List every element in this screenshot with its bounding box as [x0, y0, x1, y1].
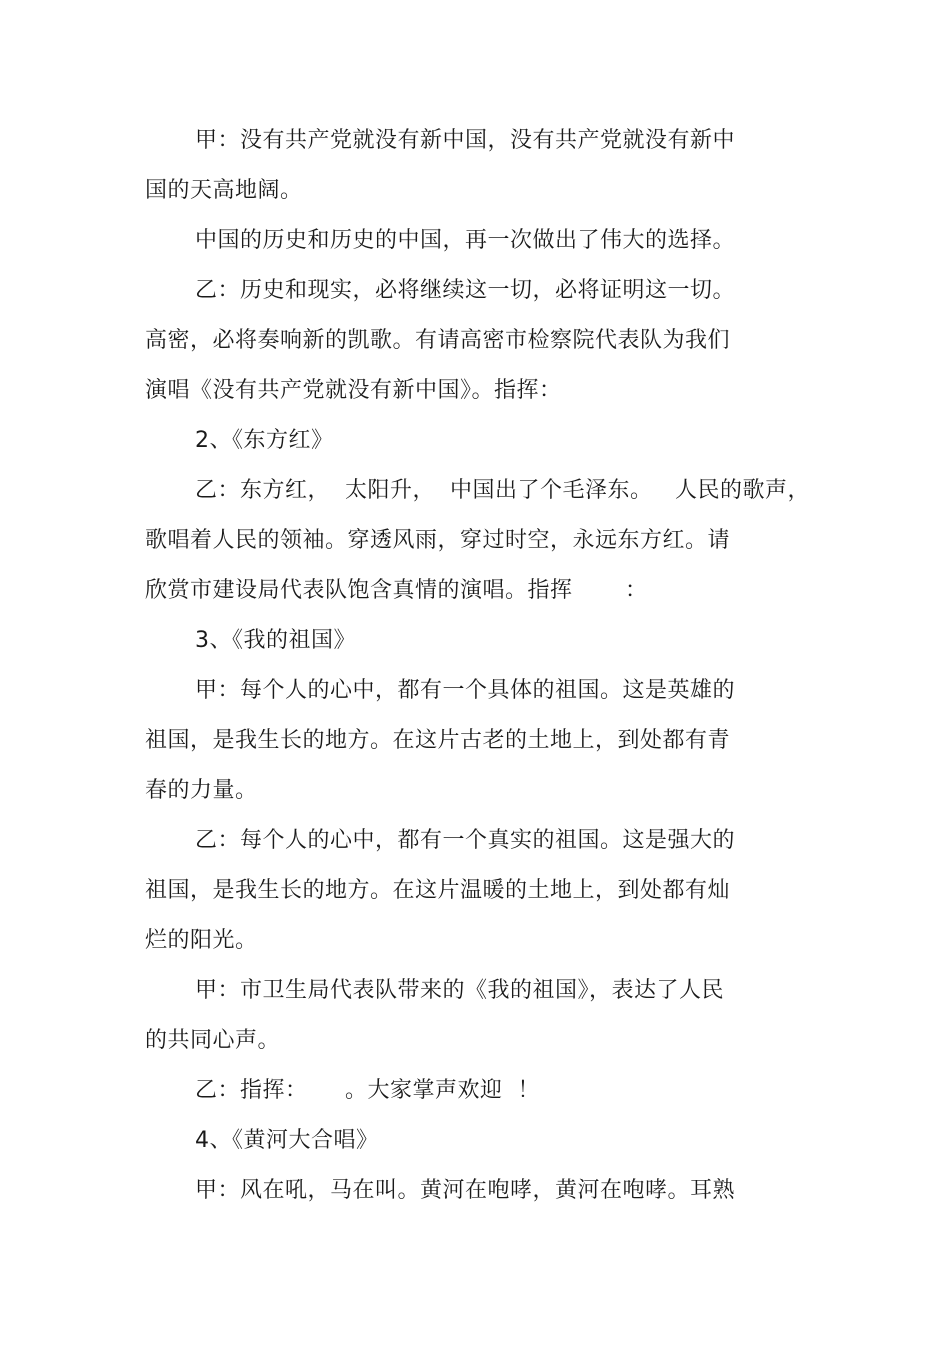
paragraph-line: 祖国，是我生长的地方。在这片温暖的土地上，到处都有灿 — [145, 878, 731, 903]
paragraph-line: 甲：每个人的心中，都有一个具体的祖国。这是英雄的 — [195, 678, 736, 703]
paragraph-line: 演唱《没有共产党就没有新中国》。指挥： — [145, 378, 562, 403]
paragraph-line: 的共同心声。 — [145, 1028, 281, 1053]
paragraph-line: 乙：历史和现实，必将继续这一切，必将证明这一切。 — [195, 278, 736, 303]
paragraph-line: 乙：指挥： 。大家掌声欢迎 ！ — [195, 1078, 540, 1103]
paragraph-line: 烂的阳光。 — [145, 928, 258, 953]
paragraph-line: 祖国，是我生长的地方。在这片古老的土地上，到处都有青 — [145, 728, 731, 753]
paragraph-line: 乙：每个人的心中，都有一个真实的祖国。这是强大的 — [195, 828, 736, 853]
paragraph-line: 欣赏市建设局代表队饱含真情的演唱。指挥 ： — [145, 578, 648, 603]
section-heading: 4、《黄河大合唱》 — [195, 1128, 379, 1153]
section-heading: 2、《东方红》 — [195, 428, 334, 453]
paragraph-line: 甲：风在吼，马在叫。黄河在咆哮，黄河在咆哮。耳熟 — [195, 1178, 736, 1203]
paragraph-line: 甲：市卫生局代表队带来的《我的祖国》，表达了人民 — [195, 978, 725, 1003]
section-heading: 3、《我的祖国》 — [195, 628, 356, 653]
paragraph-line: 歌唱着人民的领袖。穿透风雨，穿过时空，永远东方红。请 — [145, 528, 731, 553]
paragraph-line: 春的力量。 — [145, 778, 258, 803]
paragraph-line: 甲：没有共产党就没有新中国，没有共产党就没有新中 — [195, 128, 736, 153]
paragraph-line: 中国的历史和历史的中国，再一次做出了伟大的选择。 — [195, 228, 736, 253]
paragraph-line: 高密，必将奏响新的凯歌。有请高密市检察院代表队为我们 — [145, 328, 731, 353]
paragraph-line: 国的天高地阔。 — [145, 178, 303, 203]
paragraph-line: 乙：东方红， 太阳升， 中国出了个毛泽东。 人民的歌声， — [195, 478, 810, 503]
